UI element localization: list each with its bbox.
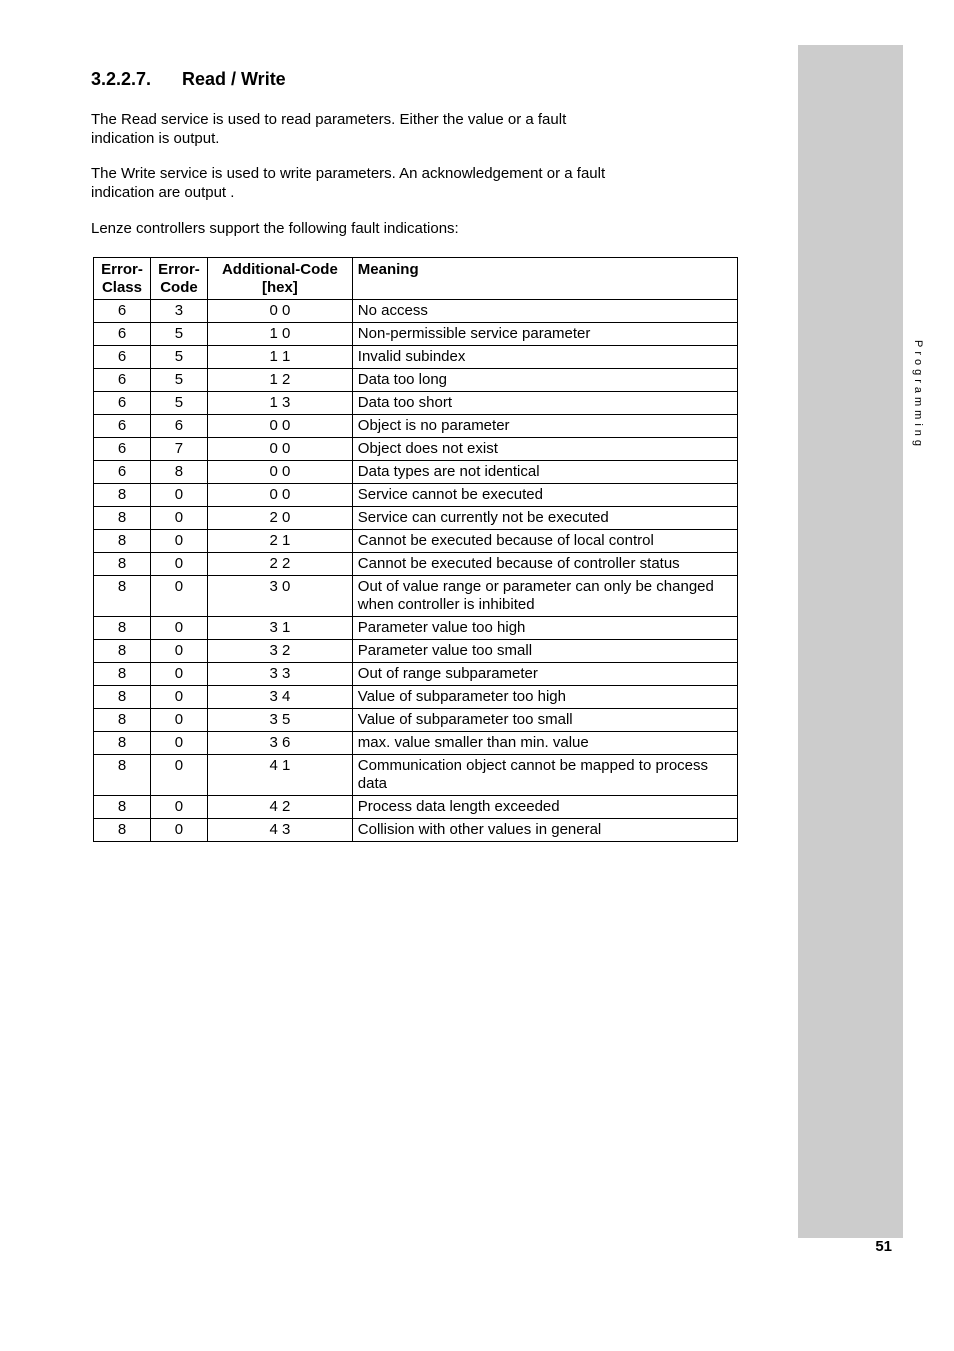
page-number: 51	[875, 1238, 892, 1255]
cell-error-class: 6	[94, 346, 151, 369]
cell-error-code: 6	[150, 415, 207, 438]
cell-error-class: 6	[94, 323, 151, 346]
cell-meaning: Object does not exist	[352, 438, 737, 461]
table-row	[94, 755, 738, 796]
header-additional-code	[207, 258, 352, 300]
cell-error-code: 0	[150, 640, 207, 663]
cell-error-code: 0	[150, 617, 207, 640]
table-row	[94, 732, 738, 755]
cell-additional-code: 3 3	[207, 663, 352, 686]
cell-error-code: 7	[150, 438, 207, 461]
cell-error-class: 8	[94, 640, 151, 663]
cell-additional-code: 3 2	[207, 640, 352, 663]
cell-meaning: Process data length exceeded	[352, 796, 737, 819]
cell-additional-code: 2 1	[207, 530, 352, 553]
cell-meaning: Invalid subindex	[352, 346, 737, 369]
cell-additional-code: 0 0	[207, 461, 352, 484]
cell-additional-code: 1 1	[207, 346, 352, 369]
cell-error-class: 6	[94, 438, 151, 461]
cell-meaning: Cannot be executed because of local control	[352, 530, 737, 553]
cell-error-class: 8	[94, 755, 151, 796]
cell-meaning: Service cannot be executed	[352, 484, 737, 507]
cell-additional-code: 0 0	[207, 415, 352, 438]
cell-error-code: 0	[150, 755, 207, 796]
table-row	[94, 323, 738, 346]
table-body	[94, 300, 738, 842]
cell-additional-code: 1 3	[207, 392, 352, 415]
table-row	[94, 709, 738, 732]
cell-error-class: 8	[94, 484, 151, 507]
cell-additional-code: 3 5	[207, 709, 352, 732]
paragraph-write-service: The Write service is used to write parameters. An acknowledgement or a fault indication are output .	[91, 165, 606, 201]
cell-error-code: 0	[150, 553, 207, 576]
table-row	[94, 392, 738, 415]
side-section-label: Programming	[912, 340, 924, 451]
cell-error-code: 8	[150, 461, 207, 484]
cell-meaning: Cannot be executed because of controller status	[352, 553, 737, 576]
cell-additional-code: 4 3	[207, 819, 352, 842]
cell-meaning: Data too long	[352, 369, 737, 392]
cell-error-class: 6	[94, 461, 151, 484]
table-row	[94, 686, 738, 709]
cell-error-class: 8	[94, 663, 151, 686]
cell-error-code: 0	[150, 507, 207, 530]
cell-error-code: 0	[150, 576, 207, 617]
cell-meaning: Parameter value too small	[352, 640, 737, 663]
table-row	[94, 484, 738, 507]
cell-error-class: 8	[94, 507, 151, 530]
table-row	[94, 819, 738, 842]
header-error-code: Error-Code	[150, 258, 207, 300]
table-row	[94, 796, 738, 819]
cell-error-code: 3	[150, 300, 207, 323]
cell-meaning: Collision with other values in general	[352, 819, 737, 842]
cell-error-code: 0	[150, 663, 207, 686]
cell-error-class: 8	[94, 686, 151, 709]
table-row	[94, 640, 738, 663]
cell-error-code: 0	[150, 709, 207, 732]
fault-indication-table	[93, 257, 738, 842]
cell-error-class: 8	[94, 576, 151, 617]
cell-error-code: 5	[150, 369, 207, 392]
table-row	[94, 346, 738, 369]
cell-additional-code: 2 0	[207, 507, 352, 530]
cell-additional-code: 4 2	[207, 796, 352, 819]
table-row	[94, 530, 738, 553]
cell-error-class: 8	[94, 553, 151, 576]
header-additional-code-label: Additional-Code	[221, 261, 338, 278]
cell-error-class: 8	[94, 732, 151, 755]
cell-additional-code: 0 0	[207, 484, 352, 507]
cell-error-code: 0	[150, 732, 207, 755]
cell-additional-code: 1 0	[207, 323, 352, 346]
table-row	[94, 553, 738, 576]
table-row	[94, 369, 738, 392]
cell-error-code: 0	[150, 686, 207, 709]
table-row	[94, 438, 738, 461]
table-row	[94, 300, 738, 323]
table-header-row	[94, 258, 738, 300]
cell-error-class: 8	[94, 819, 151, 842]
cell-meaning: Data too short	[352, 392, 737, 415]
paragraph-fault-intro: Lenze controllers support the following fault indications:	[91, 220, 459, 237]
cell-additional-code: 3 1	[207, 617, 352, 640]
cell-meaning: Service can currently not be executed	[352, 507, 737, 530]
cell-additional-code: 0 0	[207, 300, 352, 323]
cell-error-class: 8	[94, 709, 151, 732]
cell-additional-code: 3 6	[207, 732, 352, 755]
section-title: Read / Write	[182, 69, 286, 89]
section-heading	[91, 69, 286, 90]
table-row	[94, 576, 738, 617]
cell-meaning: Out of value range or parameter can only be changed when controller is inhibited	[352, 576, 737, 617]
cell-additional-code: 3 0	[207, 576, 352, 617]
table-row	[94, 663, 738, 686]
header-meaning: Meaning	[352, 258, 737, 300]
cell-additional-code: 1 2	[207, 369, 352, 392]
cell-error-class: 8	[94, 796, 151, 819]
cell-error-code: 5	[150, 323, 207, 346]
side-margin-bar	[798, 45, 903, 1238]
section-number: 3.2.2.7.	[91, 69, 152, 89]
cell-error-class: 6	[94, 415, 151, 438]
cell-error-class: 6	[94, 300, 151, 323]
cell-meaning: Parameter value too high	[352, 617, 737, 640]
cell-additional-code: 3 4	[207, 686, 352, 709]
cell-meaning: Value of subparameter too high	[352, 686, 737, 709]
cell-error-class: 8	[94, 530, 151, 553]
cell-meaning: Object is no parameter	[352, 415, 737, 438]
cell-error-class: 8	[94, 617, 151, 640]
header-additional-code-unit: [hex]	[261, 279, 298, 296]
cell-meaning: Non-permissible service parameter	[352, 323, 737, 346]
cell-meaning: Value of subparameter too small	[352, 709, 737, 732]
table-row	[94, 507, 738, 530]
cell-additional-code: 2 2	[207, 553, 352, 576]
table-row	[94, 415, 738, 438]
cell-meaning: Communication object cannot be mapped to process data	[352, 755, 737, 796]
cell-error-class: 6	[94, 369, 151, 392]
cell-error-code: 0	[150, 530, 207, 553]
cell-meaning: No access	[352, 300, 737, 323]
cell-error-code: 0	[150, 796, 207, 819]
cell-additional-code: 0 0	[207, 438, 352, 461]
cell-meaning: max. value smaller than min. value	[352, 732, 737, 755]
cell-error-code: 5	[150, 392, 207, 415]
cell-error-code: 0	[150, 484, 207, 507]
cell-error-code: 5	[150, 346, 207, 369]
cell-error-class: 6	[94, 392, 151, 415]
cell-error-code: 0	[150, 819, 207, 842]
cell-meaning: Out of range subparameter	[352, 663, 737, 686]
paragraph-read-service: The Read service is used to read parameters. Either the value or a fault indication is output.	[91, 111, 567, 147]
table-row	[94, 617, 738, 640]
cell-additional-code: 4 1	[207, 755, 352, 796]
header-error-class: Error-Class	[94, 258, 151, 300]
table-row	[94, 461, 738, 484]
cell-meaning: Data types are not identical	[352, 461, 737, 484]
